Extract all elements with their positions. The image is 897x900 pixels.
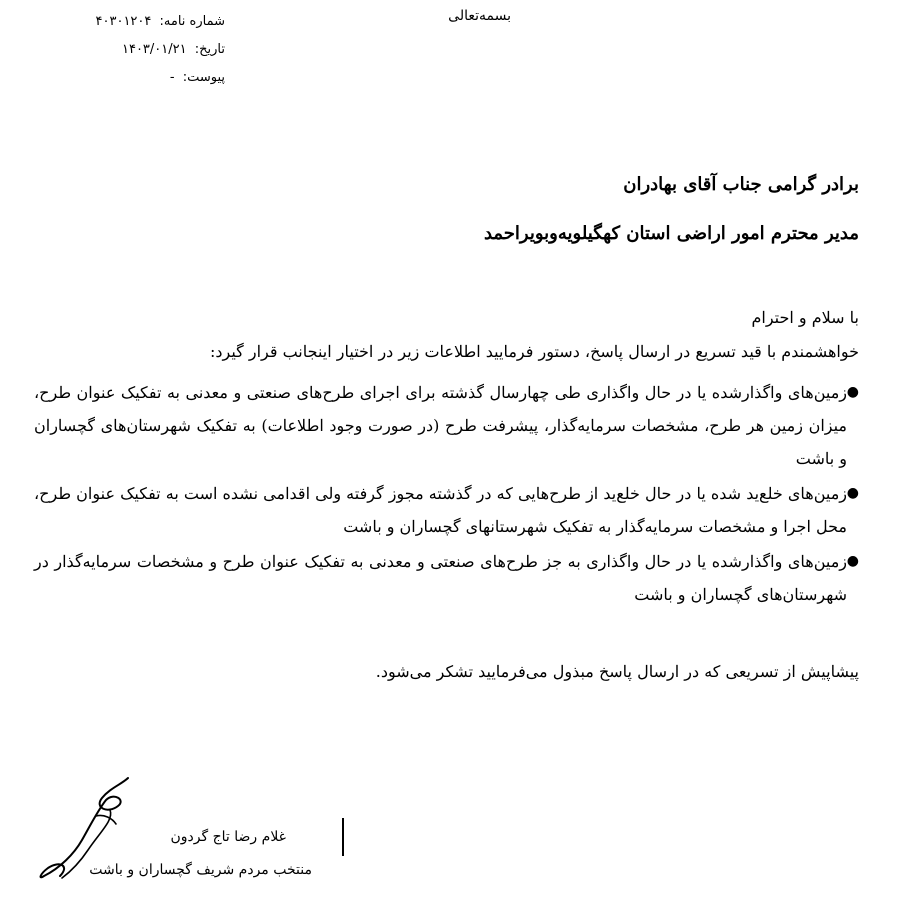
date-label: تاریخ:: [194, 42, 225, 57]
intro-text: خواهشمندم با قید تسریع در ارسال پاسخ، دستور فرمایید اطلاعات زیر در اختیار اینجانب قرار گیرد:: [209, 342, 859, 361]
letter-number: ۴۰۳۰۱۲۰۴: [95, 14, 152, 29]
bullet-icon: ●: [846, 485, 859, 501]
list-item-text: زمین‌های واگذارشده یا در حال واگذاری به جز طرح‌های صنعتی و معدنی به تفکیک عنوان طرح و مشخصات سرمایه‌گذار در شهرستان‌های گچساران و باشت: [34, 552, 848, 604]
letter-meta: [5, 8, 225, 92]
list-item: [34, 477, 859, 543]
recipient-title: مدیر محترم امور اراضی استان کهگیلویه‌وبویراحمد: [483, 223, 859, 244]
signature-divider: [342, 818, 344, 856]
list-item: [34, 545, 859, 611]
bullet-icon: ●: [846, 553, 859, 569]
basmala: بسمه‌تعالی: [448, 8, 511, 24]
closing-text: پیشاپیش از تسریعی که در ارسال پاسخ مبذول می‌فرمایید تشکر می‌شود.: [375, 662, 859, 681]
letter-number-label: شماره نامه:: [159, 14, 225, 29]
list-item: [34, 376, 859, 475]
bullet-icon: ●: [846, 384, 859, 400]
attachment-value: -: [169, 70, 175, 85]
handwritten-signature: [30, 770, 150, 890]
letter-number-row: [5, 8, 225, 36]
list-item-text: زمین‌های واگذارشده یا در حال واگذاری طی چهارسال گذشته برای اجرای طرح‌های صنعتی و معدنی به تفکیک عنوان طرح، میزان زمین هر طرح، مشخصات سرمایه‌گذار، پیشرفت طرح (در صورت وجود اطلاعات) به تفکیک شهرستان‌های گچساران و باشت: [34, 383, 848, 468]
request-list: [34, 376, 859, 613]
greeting: با سلام و احترام: [751, 308, 859, 327]
signatory-title: منتخب مردم شریف گچساران و باشت: [89, 862, 312, 878]
signatory-name: غلام رضا تاج گردون: [170, 829, 286, 845]
letter-date: ۱۴۰۳/۰۱/۲۱: [121, 42, 187, 57]
attachment-row: [5, 64, 225, 92]
recipient-name: برادر گرامی جناب آقای بهادران: [623, 174, 859, 195]
list-item-text: زمین‌های خلع‌ید شده یا در حال خلع‌ید از طرح‌هایی که در گذشته مجوز گرفته ولی اقدامی نشده است به تفکیک عنوان طرح، محل اجرا و مشخصات سرمایه‌گذار به تفکیک شهرستانهای گچساران و باشت: [34, 484, 848, 536]
attachment-label: پیوست:: [182, 70, 225, 85]
date-row: [5, 36, 225, 64]
